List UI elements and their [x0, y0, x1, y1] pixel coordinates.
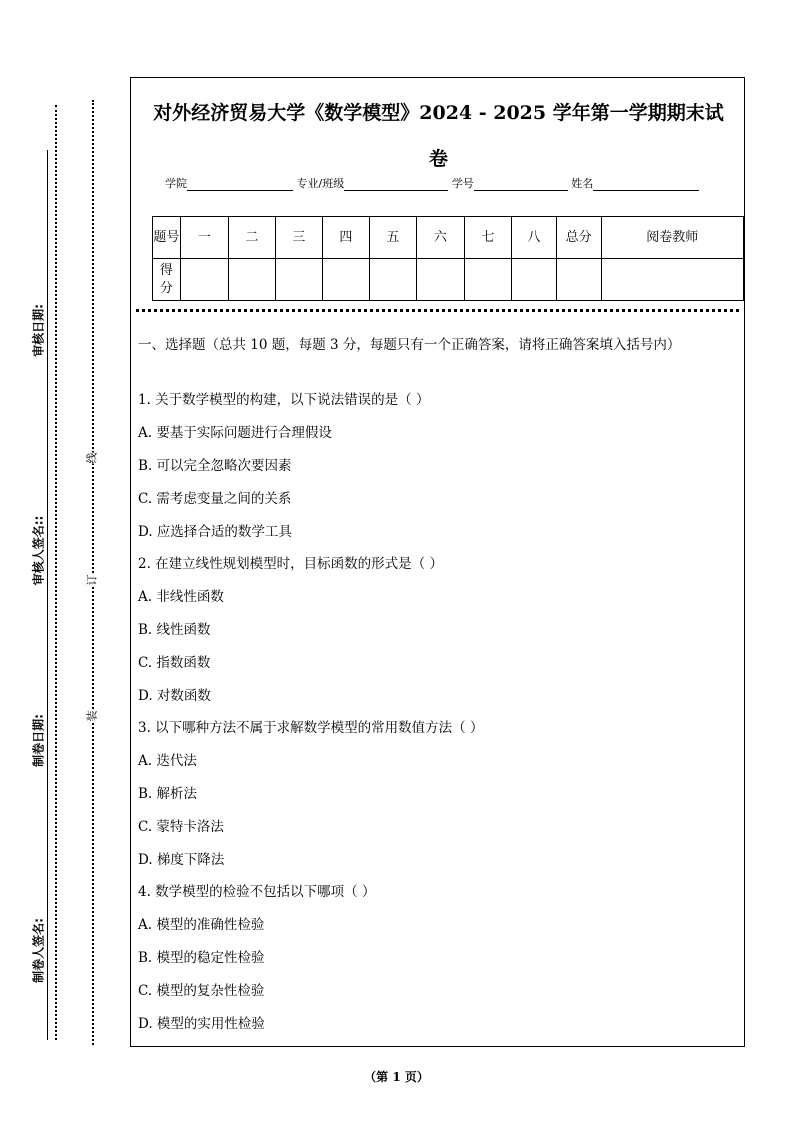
name-field[interactable] — [593, 178, 699, 191]
name-label: 姓名 — [571, 177, 594, 190]
exam-title-line2: 卷 — [428, 148, 448, 170]
exam-title — [131, 90, 746, 182]
question-option: D. 对数函数 — [138, 688, 211, 704]
reviewer-sign-label: 审核人签名:: — [31, 515, 46, 586]
score-cell[interactable] — [229, 259, 276, 301]
question-option: A. 模型的准确性检验 — [138, 917, 265, 933]
section-title: 一、选择题（总共 10 题，每题 3 分，每题只有一个正确答案，请将正确答案填入括号内） — [138, 337, 681, 353]
score-header-cell: 一 — [180, 217, 228, 259]
question-stem: 3. 以下哪种方法不属于求解数学模型的常用数值方法（ ） — [138, 720, 484, 736]
score-header-cell: 八 — [512, 217, 557, 259]
question-stem: 4. 数学模型的检验不包括以下哪项（ ） — [138, 884, 376, 900]
question-option: B. 可以完全忽略次要因素 — [138, 458, 292, 474]
score-value-row — [153, 259, 744, 301]
major-field[interactable] — [344, 178, 448, 191]
score-table — [152, 216, 744, 301]
score-header-cell: 总分 — [556, 217, 601, 259]
exam-frame — [130, 77, 745, 1047]
question-option: C. 需考虑变量之间的关系 — [138, 491, 292, 507]
college-field[interactable] — [187, 178, 293, 191]
binding-order-char: 订 — [85, 574, 99, 586]
score-header-row — [153, 217, 744, 259]
question-option: B. 模型的稳定性检验 — [138, 950, 265, 966]
score-cell[interactable] — [512, 259, 557, 301]
question-option: A. 非线性函数 — [138, 589, 224, 605]
question-option: B. 线性函数 — [138, 622, 211, 638]
binding-install-char: 装 — [85, 710, 99, 722]
question-stem: 1. 关于数学模型的构建，以下说法错误的是（ ） — [138, 392, 430, 408]
score-row-label: 得分 — [153, 259, 181, 301]
score-cell[interactable] — [369, 259, 416, 301]
college-label: 学院 — [165, 177, 187, 190]
maker-sign-label: 制卷人签名: — [31, 918, 46, 983]
student-id-label: 学号 — [451, 177, 474, 190]
score-cell[interactable] — [601, 259, 743, 301]
sidebar-signature-line — [47, 150, 48, 1040]
separator-dotted-rule — [136, 309, 739, 312]
score-cell[interactable] — [556, 259, 601, 301]
student-id-field[interactable] — [474, 178, 568, 191]
score-header-cell: 阅卷教师 — [601, 217, 743, 259]
score-header-cell: 题号 — [153, 217, 181, 259]
question-option: B. 解析法 — [138, 786, 198, 802]
question-option: D. 模型的实用性检验 — [138, 1016, 265, 1032]
score-header-cell: 二 — [229, 217, 276, 259]
sidebar-dotted-line — [55, 105, 57, 1040]
score-header-cell: 三 — [275, 217, 322, 259]
exam-title-line1: 对外经济贸易大学《数学模型》2024 - 2025 学年第一学期期末试 — [153, 102, 724, 124]
question-option: C. 模型的复杂性检验 — [138, 983, 265, 999]
score-cell[interactable] — [417, 259, 464, 301]
score-header-cell: 四 — [323, 217, 370, 259]
question-option: D. 应选择合适的数学工具 — [138, 524, 292, 540]
maker-date-label: 制卷日期: — [31, 714, 46, 767]
reviewer-date-label: 审核日期: — [31, 304, 46, 357]
question-option: C. 蒙特卡洛法 — [138, 819, 224, 835]
major-label: 专业/班级 — [296, 177, 345, 190]
question-stem: 2. 在建立线性规划模型时，目标函数的形式是（ ） — [138, 556, 443, 572]
question-option: A. 要基于实际问题进行合理假设 — [138, 425, 332, 441]
score-cell[interactable] — [275, 259, 322, 301]
binding-line-char: 线 — [85, 452, 99, 464]
score-header-cell: 六 — [417, 217, 464, 259]
binding-dotted-line — [92, 100, 94, 1045]
score-cell[interactable] — [464, 259, 511, 301]
score-cell[interactable] — [180, 259, 228, 301]
question-option: A. 迭代法 — [138, 753, 197, 769]
score-cell[interactable] — [323, 259, 370, 301]
score-header-cell: 七 — [464, 217, 511, 259]
question-option: C. 指数函数 — [138, 655, 211, 671]
page-footer: （第 1 页） — [364, 1070, 429, 1084]
score-header-cell: 五 — [369, 217, 416, 259]
question-option: D. 梯度下降法 — [138, 852, 225, 868]
student-info-row — [165, 175, 699, 191]
